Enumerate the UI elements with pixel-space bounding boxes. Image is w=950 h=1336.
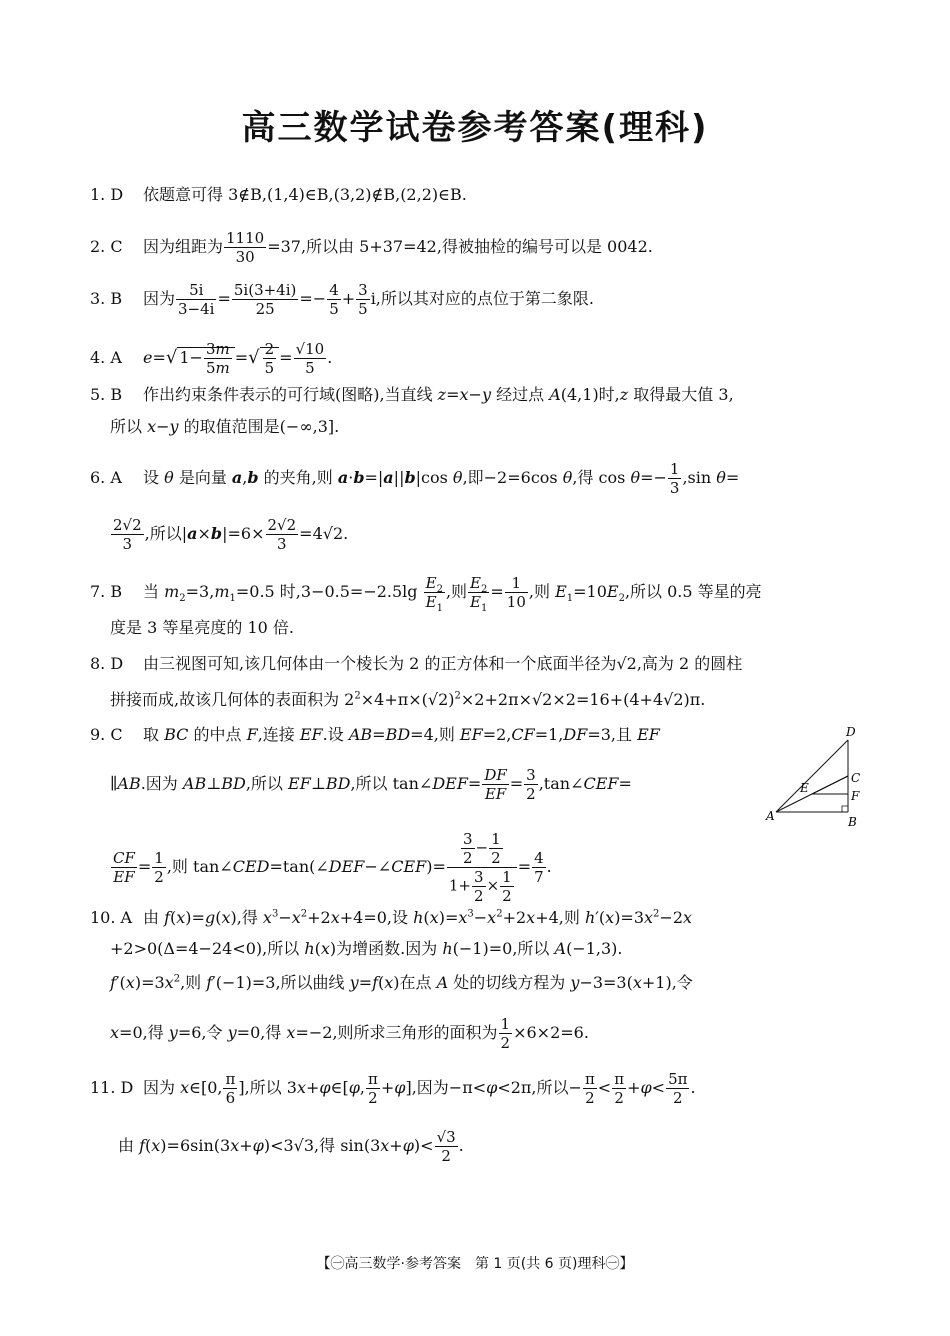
answer-7-line-1: 7. B 当 $m_2=3,m_1=0.5$ 时,3−0.5=−2.5lg $\frac{E_2}{E_1}$ ,则 $\frac{E_2}{E_1}$ = $\frac{1}{10}$ ,则 $E_1=10E_2$,所以 0.5 等星的亮: [90, 574, 762, 614]
answer-11-line-2: 由 f(x)=6sin(3x+φ)<3√3,得 sin(3x+φ)< $\frac{√3}{2}$ .: [118, 1128, 464, 1165]
answer-3-line-1: 3. B 因为 $\frac{5i}{3-4i}$ = $\frac{5i(3+4i)}{25}$ =− $\frac{4}{5}$ + $\frac{3}{5}$ i,所以其对应的点位于第二象限.: [90, 281, 594, 318]
figure-label-e: E: [800, 781, 809, 795]
figure-label-f: F: [851, 789, 860, 803]
figure-label-d: D: [846, 725, 856, 739]
answer-5-line-2: 所以 x−y 的取值范围是(−∞,3].: [110, 417, 340, 436]
figure-right-angle-mark: [842, 806, 848, 812]
answer-6-line-1: 6. A 设 θ 是向量 a,b 的夹角,则 a·b=|a||b|cos θ,即−2=6cos θ,得 cos θ=− $\frac{1}{3}$ ,sin θ=: [90, 460, 740, 497]
answer-8-line-2: 拼接而成,故该几何体的表面积为 $2^2\times 4+\pi\times(√2)^2\times 2+2\pi\times√2\times 2=16+(4+4√2)\pi$.: [110, 690, 706, 709]
triangle-figure: [760, 722, 870, 832]
page-title: 高三数学试卷参考答案(理科): [241, 108, 709, 148]
figure-line-ec: [812, 776, 848, 794]
figure-line-ad: [776, 740, 848, 812]
answer-8-line-1: 8. D 由三视图可知,该几何体由一个棱长为 2 的正方体和一个底面半径为√2,高为 2 的圆柱: [90, 654, 743, 673]
figure-label-b: B: [848, 815, 857, 829]
page-footer: 【㊀高三数学·参考答案 第 1 页(共 6 页)理科㊀】: [316, 1256, 634, 1272]
answer-10-line-4: x=0,得 y=6,令 y=0,得 x=−2,则所求三角形的面积为 $\frac{1}{2}$ ×6×2=6.: [110, 1015, 589, 1052]
answer-2-line-1: 2. C 因为组距为 $\frac{1110}{30}$ =37,所以由 5+37=42,得被抽检的编号可以是 0042.: [90, 229, 653, 266]
answer-7-line-2: 度是 3 等星亮度的 10 倍.: [110, 618, 294, 637]
figure-label-c: C: [851, 771, 861, 785]
answer-1-number: 1. D: [90, 185, 124, 204]
answer-10-line-2: +2>0(Δ=4−24<0),所以 h(x)为增函数.因为 h(−1)=0,所以 A(−1,3).: [110, 939, 623, 958]
answer-5-line-1: 5. B 作出约束条件表示的可行域(图略),当直线 z=x−y 经过点 A(4,1)时,z 取得最大值 3,: [90, 385, 734, 404]
answer-10-line-1: 10. A 由 f(x)=g(x),得 $x^3-x^2+2x+4=0$,设 $h(x)=x^3-x^2+2x+4$,则 $h'(x)=3x^2-2x$: [90, 908, 693, 927]
figure-label-a: A: [766, 809, 775, 823]
answer-1-line-1: 1. D 依题意可得 3∉B,(1,4)∈B,(3,2)∉B,(2,2)∈B.: [90, 185, 467, 204]
answer-6-line-2: $\frac{2√2}{3}$ ,所以|a×b|=6× $\frac{2√2}{3}$ =4√2.: [113, 516, 349, 553]
answer-11-line-1: 11. D 因为 x∈[0, $\frac{\pi}{6}$ ],所以 3x+φ∈[φ, $\frac{\pi}{2}$ +φ],因为−π<φ<2π,所以− $\frac{\pi}{2}$ < $\frac{\pi}{2}$ +φ< $\frac{5\pi}{2}$ .: [90, 1070, 696, 1107]
answer-9-line-2: ∥AB.因为 AB⊥BD,所以 EF⊥BD,所以 tan∠DEF= $\frac{DF}{EF}$ = $\frac{3}{2}$ ,tan∠CEF=: [110, 766, 632, 803]
answer-9-line-1: 9. C 取 BC 的中点 F,连接 EF.设 AB=BD=4,则 EF=2,CF=1,DF=3,且 EF: [90, 725, 660, 744]
answer-9-line-3: $\frac{CF}{EF}$ = $\frac{1}{2}$ ,则 tan∠CED=tan(∠DEF−∠CEF)= $\frac{3}{2}$ − $\frac{1}{2}$ 1+ $\frac{3}{2}$ × $\frac{1}{2}$ = $\frac{4}{7}$ .: [113, 830, 552, 905]
answer-4-line-1: 4. A e=√ 1− $\frac{3m}{5m}$ =√ $\frac{2}{5}$ = $\frac{√10}{5}$ .: [90, 340, 333, 377]
answer-10-line-3: $f'(x)=3x^2$,则 f′(−1)=3,所以曲线 y=f(x)在点 A 处的切线方程为 y−3=3(x+1),令: [110, 973, 693, 992]
